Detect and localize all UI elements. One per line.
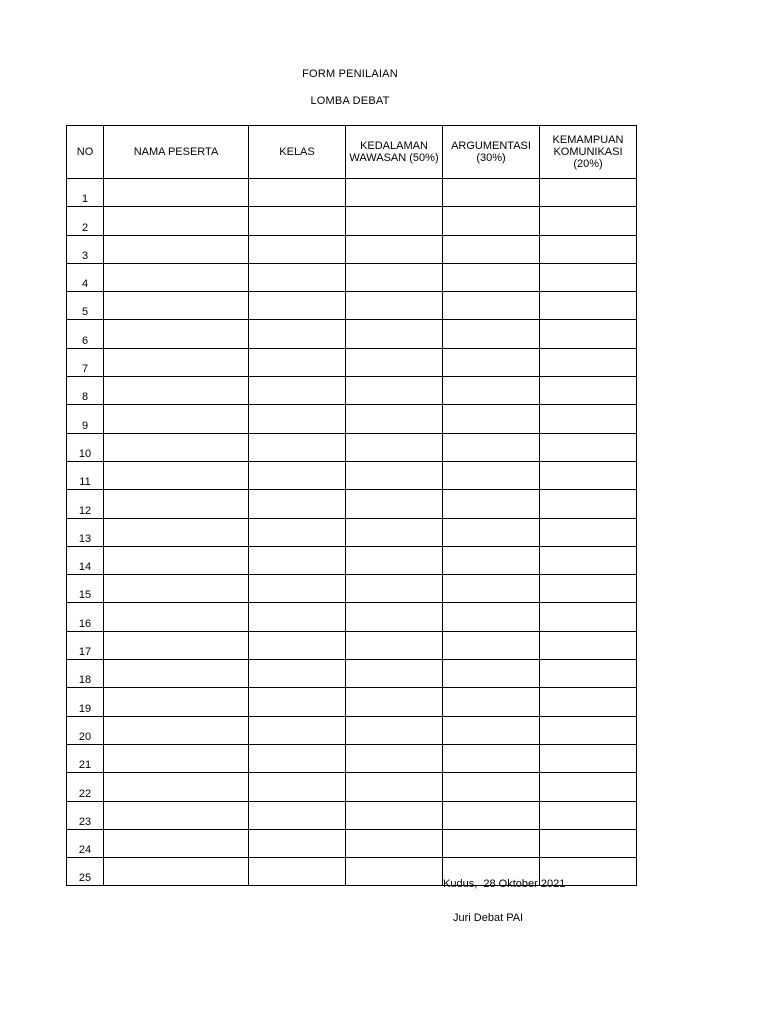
cell-no: 5 bbox=[67, 292, 104, 320]
cell-no: 17 bbox=[67, 631, 104, 659]
form-title: FORM PENILAIAN bbox=[302, 68, 398, 80]
cell-no: 8 bbox=[67, 377, 104, 405]
cell-argumentasi[interactable] bbox=[443, 801, 540, 829]
cell-no: 22 bbox=[67, 773, 104, 801]
cell-kemampuan-komunikasi[interactable] bbox=[540, 688, 637, 716]
cell-nama-peserta[interactable] bbox=[104, 179, 249, 207]
table-row bbox=[67, 320, 637, 348]
cell-kelas[interactable] bbox=[249, 518, 346, 546]
header-argumentasi bbox=[443, 126, 540, 179]
cell-nama-peserta[interactable] bbox=[104, 348, 249, 376]
cell-kemampuan-komunikasi[interactable] bbox=[540, 660, 637, 688]
cell-no: 3 bbox=[67, 235, 104, 263]
table-row bbox=[67, 490, 637, 518]
cell-kelas[interactable] bbox=[249, 688, 346, 716]
cell-kelas[interactable] bbox=[249, 603, 346, 631]
cell-kelas[interactable] bbox=[249, 461, 346, 489]
cell-no: 2 bbox=[67, 207, 104, 235]
table-row bbox=[67, 292, 637, 320]
cell-nama-peserta[interactable] bbox=[104, 546, 249, 574]
table-row bbox=[67, 660, 637, 688]
cell-argumentasi[interactable] bbox=[443, 433, 540, 461]
header-kemampuan-line2: KOMUNIKASI bbox=[553, 146, 623, 158]
cell-kemampuan-komunikasi[interactable] bbox=[540, 716, 637, 744]
cell-argumentasi[interactable] bbox=[443, 179, 540, 207]
cell-kemampuan-komunikasi[interactable] bbox=[540, 348, 637, 376]
cell-kemampuan-komunikasi[interactable] bbox=[540, 292, 637, 320]
cell-kelas[interactable] bbox=[249, 235, 346, 263]
cell-no: 7 bbox=[67, 348, 104, 376]
table-row bbox=[67, 575, 637, 603]
cell-nama-peserta[interactable] bbox=[104, 829, 249, 857]
cell-argumentasi[interactable] bbox=[443, 716, 540, 744]
table-row bbox=[67, 744, 637, 772]
cell-argumentasi[interactable] bbox=[443, 546, 540, 574]
table-row bbox=[67, 263, 637, 291]
cell-argumentasi[interactable] bbox=[443, 263, 540, 291]
cell-kelas[interactable] bbox=[249, 801, 346, 829]
header-argumentasi-line2: (30%) bbox=[476, 152, 506, 164]
cell-kemampuan-komunikasi[interactable] bbox=[540, 405, 637, 433]
cell-argumentasi[interactable] bbox=[443, 744, 540, 772]
cell-no: 11 bbox=[67, 461, 104, 489]
signer-title: Juri Debat PAI bbox=[453, 912, 524, 924]
table-row bbox=[67, 518, 637, 546]
cell-kelas[interactable] bbox=[249, 207, 346, 235]
header-kemampuan-line1: KEMAMPUAN bbox=[552, 134, 624, 146]
cell-kemampuan-komunikasi[interactable] bbox=[540, 377, 637, 405]
cell-nama-peserta[interactable] bbox=[104, 518, 249, 546]
cell-kelas[interactable] bbox=[249, 433, 346, 461]
table-row bbox=[67, 829, 637, 857]
table-row bbox=[67, 348, 637, 376]
cell-kedalaman-wawasan[interactable] bbox=[346, 603, 443, 631]
cell-kedalaman-wawasan[interactable] bbox=[346, 490, 443, 518]
cell-kedalaman-wawasan[interactable] bbox=[346, 575, 443, 603]
cell-no: 15 bbox=[67, 575, 104, 603]
cell-no: 6 bbox=[67, 320, 104, 348]
score-table bbox=[66, 125, 637, 886]
table-row bbox=[67, 603, 637, 631]
cell-no: 18 bbox=[67, 660, 104, 688]
header-kelas bbox=[249, 126, 346, 179]
cell-no: 23 bbox=[67, 801, 104, 829]
cell-kelas[interactable] bbox=[249, 631, 346, 659]
cell-kemampuan-komunikasi[interactable] bbox=[540, 490, 637, 518]
cell-argumentasi[interactable] bbox=[443, 377, 540, 405]
cell-kelas[interactable] bbox=[249, 660, 346, 688]
cell-nama-peserta[interactable] bbox=[104, 858, 249, 886]
cell-nama-peserta[interactable] bbox=[104, 688, 249, 716]
cell-kedalaman-wawasan[interactable] bbox=[346, 660, 443, 688]
cell-nama-peserta[interactable] bbox=[104, 405, 249, 433]
cell-no: 4 bbox=[67, 263, 104, 291]
cell-kedalaman-wawasan[interactable] bbox=[346, 348, 443, 376]
cell-no: 20 bbox=[67, 716, 104, 744]
cell-nama-peserta[interactable] bbox=[104, 490, 249, 518]
cell-kedalaman-wawasan[interactable] bbox=[346, 461, 443, 489]
cell-no: 21 bbox=[67, 744, 104, 772]
cell-argumentasi[interactable] bbox=[443, 348, 540, 376]
cell-nama-peserta[interactable] bbox=[104, 603, 249, 631]
cell-nama-peserta[interactable] bbox=[104, 461, 249, 489]
cell-argumentasi[interactable] bbox=[443, 235, 540, 263]
cell-no: 1 bbox=[67, 179, 104, 207]
cell-kedalaman-wawasan[interactable] bbox=[346, 518, 443, 546]
header-kemampuan-komunikasi bbox=[540, 126, 637, 179]
header-argumentasi-line1: ARGUMENTASI bbox=[451, 140, 531, 152]
cell-kedalaman-wawasan[interactable] bbox=[346, 773, 443, 801]
cell-kemampuan-komunikasi[interactable] bbox=[540, 546, 637, 574]
cell-nama-peserta[interactable] bbox=[104, 263, 249, 291]
cell-kedalaman-wawasan[interactable] bbox=[346, 179, 443, 207]
cell-kemampuan-komunikasi[interactable] bbox=[540, 603, 637, 631]
cell-nama-peserta[interactable] bbox=[104, 716, 249, 744]
cell-kedalaman-wawasan[interactable] bbox=[346, 631, 443, 659]
cell-kemampuan-komunikasi[interactable] bbox=[540, 207, 637, 235]
cell-no: 19 bbox=[67, 688, 104, 716]
cell-kelas[interactable] bbox=[249, 546, 346, 574]
cell-argumentasi[interactable] bbox=[443, 292, 540, 320]
table-row bbox=[67, 207, 637, 235]
cell-argumentasi[interactable] bbox=[443, 631, 540, 659]
cell-nama-peserta[interactable] bbox=[104, 235, 249, 263]
header-kelas-label: KELAS bbox=[279, 146, 315, 158]
header-no bbox=[67, 126, 104, 179]
cell-argumentasi[interactable] bbox=[443, 688, 540, 716]
cell-kelas[interactable] bbox=[249, 773, 346, 801]
cell-kemampuan-komunikasi[interactable] bbox=[540, 829, 637, 857]
cell-kemampuan-komunikasi[interactable] bbox=[540, 773, 637, 801]
cell-kedalaman-wawasan[interactable] bbox=[346, 688, 443, 716]
cell-kelas[interactable] bbox=[249, 348, 346, 376]
cell-kemampuan-komunikasi[interactable] bbox=[540, 461, 637, 489]
cell-kemampuan-komunikasi[interactable] bbox=[540, 263, 637, 291]
cell-kelas[interactable] bbox=[249, 292, 346, 320]
cell-kemampuan-komunikasi[interactable] bbox=[540, 801, 637, 829]
header-kemampuan-line3: (20%) bbox=[573, 158, 603, 170]
cell-nama-peserta[interactable] bbox=[104, 660, 249, 688]
table-row bbox=[67, 546, 637, 574]
cell-kedalaman-wawasan[interactable] bbox=[346, 858, 443, 886]
cell-no: 14 bbox=[67, 546, 104, 574]
table-row bbox=[67, 405, 637, 433]
cell-kedalaman-wawasan[interactable] bbox=[346, 377, 443, 405]
cell-argumentasi[interactable] bbox=[443, 518, 540, 546]
cell-nama-peserta[interactable] bbox=[104, 320, 249, 348]
cell-argumentasi[interactable] bbox=[443, 575, 540, 603]
table-row bbox=[67, 631, 637, 659]
cell-argumentasi[interactable] bbox=[443, 207, 540, 235]
cell-kelas[interactable] bbox=[249, 179, 346, 207]
cell-kelas[interactable] bbox=[249, 716, 346, 744]
cell-kedalaman-wawasan[interactable] bbox=[346, 829, 443, 857]
cell-no: 10 bbox=[67, 433, 104, 461]
cell-no: 25 bbox=[67, 858, 104, 886]
cell-argumentasi[interactable] bbox=[443, 320, 540, 348]
cell-kemampuan-komunikasi[interactable] bbox=[540, 518, 637, 546]
cell-nama-peserta[interactable] bbox=[104, 801, 249, 829]
cell-kelas[interactable] bbox=[249, 829, 346, 857]
table-row bbox=[67, 461, 637, 489]
cell-kemampuan-komunikasi[interactable] bbox=[540, 320, 637, 348]
cell-kedalaman-wawasan[interactable] bbox=[346, 716, 443, 744]
table-row bbox=[67, 716, 637, 744]
cell-argumentasi[interactable] bbox=[443, 660, 540, 688]
cell-kedalaman-wawasan[interactable] bbox=[346, 801, 443, 829]
cell-kedalaman-wawasan[interactable] bbox=[346, 546, 443, 574]
cell-kelas[interactable] bbox=[249, 490, 346, 518]
cell-argumentasi[interactable] bbox=[443, 405, 540, 433]
cell-kelas[interactable] bbox=[249, 263, 346, 291]
cell-kemampuan-komunikasi[interactable] bbox=[540, 235, 637, 263]
cell-no: 12 bbox=[67, 490, 104, 518]
cell-kedalaman-wawasan[interactable] bbox=[346, 320, 443, 348]
cell-nama-peserta[interactable] bbox=[104, 292, 249, 320]
cell-no: 13 bbox=[67, 518, 104, 546]
cell-argumentasi[interactable] bbox=[443, 461, 540, 489]
table-row bbox=[67, 377, 637, 405]
table-row bbox=[67, 235, 637, 263]
table-header-row bbox=[67, 126, 637, 179]
header-nama-peserta-label: NAMA PESERTA bbox=[133, 146, 219, 158]
form-subtitle: LOMBA DEBAT bbox=[310, 95, 390, 107]
table-row bbox=[67, 773, 637, 801]
cell-nama-peserta[interactable] bbox=[104, 377, 249, 405]
cell-kedalaman-wawasan[interactable] bbox=[346, 744, 443, 772]
cell-kemampuan-komunikasi[interactable] bbox=[540, 631, 637, 659]
cell-no: 16 bbox=[67, 603, 104, 631]
table-row bbox=[67, 433, 637, 461]
cell-kedalaman-wawasan[interactable] bbox=[346, 433, 443, 461]
place-date: Kudus, 28 Oktober 2021 bbox=[443, 878, 566, 890]
table-row bbox=[67, 688, 637, 716]
header-kedalaman-line1: KEDALAMAN bbox=[360, 140, 428, 152]
cell-kelas[interactable] bbox=[249, 575, 346, 603]
cell-kedalaman-wawasan[interactable] bbox=[346, 263, 443, 291]
cell-nama-peserta[interactable] bbox=[104, 207, 249, 235]
cell-argumentasi[interactable] bbox=[443, 829, 540, 857]
cell-kedalaman-wawasan[interactable] bbox=[346, 235, 443, 263]
cell-nama-peserta[interactable] bbox=[104, 773, 249, 801]
cell-kedalaman-wawasan[interactable] bbox=[346, 207, 443, 235]
cell-kelas[interactable] bbox=[249, 858, 346, 886]
cell-kelas[interactable] bbox=[249, 405, 346, 433]
header-kedalaman-wawasan bbox=[346, 126, 443, 179]
cell-kemampuan-komunikasi[interactable] bbox=[540, 433, 637, 461]
cell-kedalaman-wawasan[interactable] bbox=[346, 405, 443, 433]
cell-kelas[interactable] bbox=[249, 377, 346, 405]
cell-kelas[interactable] bbox=[249, 320, 346, 348]
header-nama-peserta bbox=[104, 126, 249, 179]
cell-kemampuan-komunikasi[interactable] bbox=[540, 575, 637, 603]
table-row bbox=[67, 179, 637, 207]
cell-kemampuan-komunikasi[interactable] bbox=[540, 744, 637, 772]
table-row bbox=[67, 801, 637, 829]
cell-no: 24 bbox=[67, 829, 104, 857]
cell-argumentasi[interactable] bbox=[443, 603, 540, 631]
cell-nama-peserta[interactable] bbox=[104, 744, 249, 772]
cell-kemampuan-komunikasi[interactable] bbox=[540, 179, 637, 207]
cell-argumentasi[interactable] bbox=[443, 490, 540, 518]
cell-nama-peserta[interactable] bbox=[104, 433, 249, 461]
cell-kedalaman-wawasan[interactable] bbox=[346, 292, 443, 320]
cell-argumentasi[interactable] bbox=[443, 773, 540, 801]
header-kedalaman-line2: WAWASAN (50%) bbox=[349, 152, 439, 164]
cell-no: 9 bbox=[67, 405, 104, 433]
cell-nama-peserta[interactable] bbox=[104, 631, 249, 659]
cell-nama-peserta[interactable] bbox=[104, 575, 249, 603]
table-body bbox=[67, 179, 637, 886]
cell-kelas[interactable] bbox=[249, 744, 346, 772]
header-no-label: NO bbox=[76, 146, 94, 158]
